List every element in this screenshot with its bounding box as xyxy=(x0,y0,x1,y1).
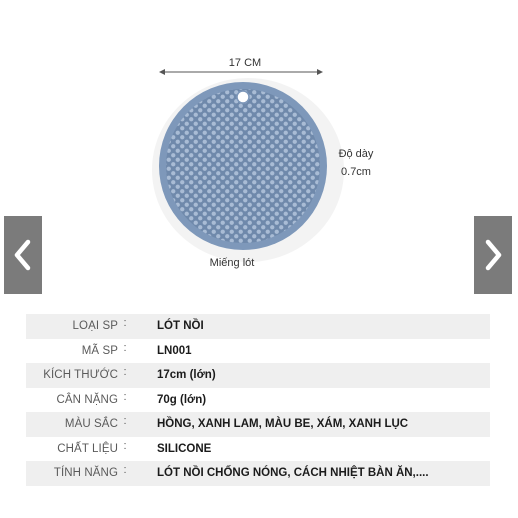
spec-row-size: KÍCH THƯỚC : 17cm (lớn) xyxy=(26,363,490,388)
thickness-label: Độ dày xyxy=(338,148,374,160)
spec-table xyxy=(26,314,490,486)
spec-value: 17cm (lớn) xyxy=(157,369,216,382)
spec-label: MÀU SẮC xyxy=(64,418,118,431)
spec-row-code: MÃ SP : LN001 xyxy=(26,339,490,364)
figure-caption: Miếng lót xyxy=(209,257,255,269)
spec-row-type: LOẠI SP : LÓT NỒI xyxy=(26,314,490,339)
spec-label: CÂN NẶNG xyxy=(56,393,118,406)
width-label: 17 CM xyxy=(228,57,262,69)
spec-row-material: CHẤT LIỆU : SILICONE xyxy=(26,437,490,462)
chevron-left-icon xyxy=(12,238,34,272)
next-image-button[interactable] xyxy=(474,216,512,294)
spec-row-weight: CÂN NẶNG : 70g (lớn) xyxy=(26,388,490,413)
spec-label: CHẤT LIỆU xyxy=(57,442,118,455)
thickness-value: 0.7cm xyxy=(341,166,371,178)
spec-value: LÓT NỒI xyxy=(157,320,204,333)
spec-label: TÍNH NĂNG xyxy=(53,467,118,480)
spec-label: MÃ SP xyxy=(81,344,118,357)
hanging-hole xyxy=(237,91,249,103)
spec-value: LN001 xyxy=(157,344,192,357)
spec-value: LÓT NỒI CHỐNG NÓNG, CÁCH NHIỆT BÀN ĂN,.... xyxy=(157,467,429,480)
spec-value: SILICONE xyxy=(157,442,212,455)
spec-row-colors: MÀU SẮC : HỒNG, XANH LAM, MÀU BE, XÁM, XANH LỤC xyxy=(26,412,490,437)
prev-image-button[interactable] xyxy=(4,216,42,294)
chevron-right-icon xyxy=(482,238,504,272)
spec-label: LOẠI SP xyxy=(72,320,118,333)
spec-value: 70g (lớn) xyxy=(157,393,207,406)
spec-value: HỒNG, XANH LAM, MÀU BE, XÁM, XANH LỤC xyxy=(157,418,409,431)
spec-row-features: TÍNH NĂNG : LÓT NỒI CHỐNG NÓNG, CÁCH NHIỆT BÀN ĂN,.... xyxy=(26,461,490,486)
spec-label: KÍCH THƯỚC xyxy=(43,369,118,382)
